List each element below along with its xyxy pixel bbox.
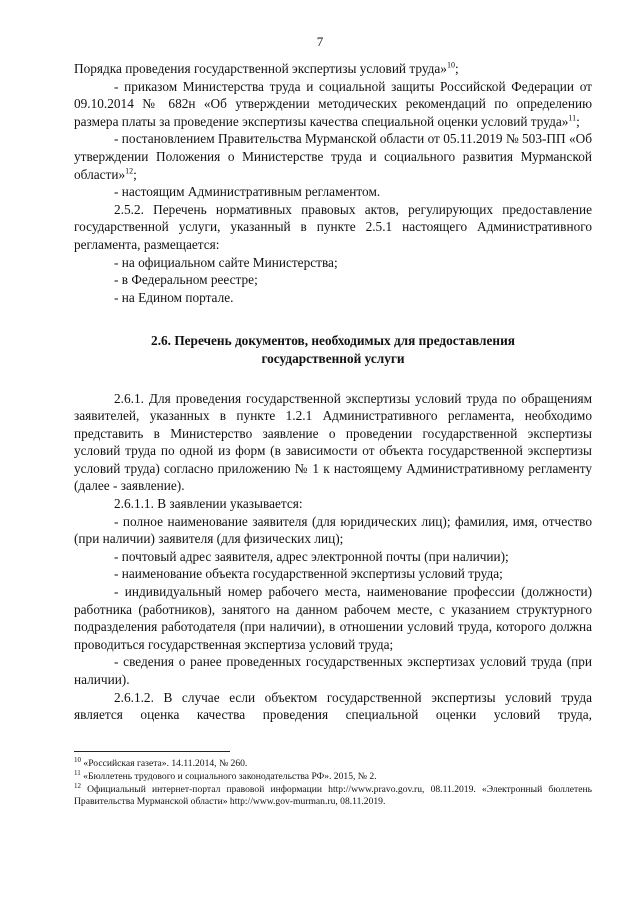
section-heading	[74, 332, 592, 367]
footnote-ref: 10	[446, 60, 455, 70]
list-item: - на Едином портале.	[114, 289, 234, 305]
list-item: - полное наименование заявителя (для юридических лиц); фамилия, имя, отчество (при наличии) заявителя (для физических лиц);	[74, 513, 592, 547]
list-item: - наименование объекта государственной экспертизы условий труда;	[114, 566, 503, 582]
list-item: - сведения о ранее проведенных государственных экспертизах условий труда (при наличии).	[74, 654, 592, 687]
footnote-text: Официальный интернет-портал правовой информации http://www.pravo.gov.ru, 08.11.2019. «Электронный бюллетень Правительства Мурманской области» http://www.gov-murman.ru, 08.11.2019.	[74, 784, 592, 807]
footnote-number: 12	[74, 781, 81, 790]
paragraph-tail: ;	[576, 113, 580, 129]
list-item: - индивидуальный номер рабочего места, наименование профессии (должности) работника (работников), занятого на данном рабочем месте, с указанием структурного подразделения работодателя (при наличии), в отношении условий труда, которого должна проводиться государственная экспертиза условий труда;	[74, 584, 592, 652]
footnote	[74, 768, 592, 783]
paragraph	[74, 78, 592, 131]
footnote-divider	[74, 751, 230, 752]
footnote-ref: 11	[568, 113, 577, 123]
paragraph: - настоящим Административным регламентом.	[114, 184, 381, 200]
paragraph: 2.6.1.2. В случае если объектом государственной экспертизы условий труда является оценка качества проведения специальной оценки условий труда,	[74, 689, 592, 723]
footnote-ref: 12	[125, 166, 134, 176]
paragraph: 2.6.1. Для проведения государственной экспертизы условий труда по обращениям заявителей, указанных в пункте 1.2.1 Административного регламента, необходимо представить в Министерство заявление о проведении государственной экспертизы условий труда по одной из форм (в зависимости от объекта государственной экспертизы условий труда) согласно приложению № 1 к настоящему Административному регламенту (далее - заявление).	[74, 390, 592, 494]
page-body	[74, 60, 592, 741]
list-item: - на официальном сайте Министерства;	[114, 254, 338, 270]
section-heading-line: 2.6. Перечень документов, необходимых для предоставления	[151, 333, 515, 349]
footnote	[74, 755, 592, 770]
paragraph: 2.6.1.1. В заявлении указывается:	[114, 496, 303, 512]
list-item: - в Федеральном реестре;	[114, 272, 258, 288]
paragraph-text: - постановлением Правительства Мурманской области от 05.11.2019 № 503-ПП «Об утверждении Положения о Министерстве труда и социального развития Мурманской области»	[74, 131, 592, 182]
footnote-text: «Бюллетень трудового и социального законодательства РФ». 2015, № 2.	[83, 771, 377, 782]
page-number: 7	[316, 34, 324, 49]
footnote-number: 10	[74, 755, 81, 764]
paragraph	[74, 130, 592, 183]
paragraph-text: - приказом Министерства труда и социальной защиты Российской Федерации от 09.10.2014 № 682н «Об утверждении методических рекомендаций по определению размера платы за проведение экспертизы качества специальной оценки условий труда»	[74, 78, 592, 129]
paragraph-text: Порядка проведения государственной экспертизы условий труда»	[74, 61, 447, 76]
paragraph	[74, 60, 592, 78]
list-item: - почтовый адрес заявителя, адрес электронной почты (при наличии);	[114, 548, 509, 564]
footnote-text: «Российская газета». 14.11.2014, № 260.	[83, 758, 248, 769]
paragraph-tail: ;	[454, 61, 459, 76]
paragraph: 2.5.2. Перечень нормативных правовых актов, регулирующих предоставление государственной услуги, указанный в пункте 2.5.1 настоящего Административного регламента, размещается:	[74, 201, 592, 252]
section-heading-line: государственной услуги	[261, 350, 405, 366]
paragraph-tail: ;	[133, 166, 137, 182]
footnote	[74, 781, 592, 807]
footnote-number: 11	[74, 768, 81, 777]
